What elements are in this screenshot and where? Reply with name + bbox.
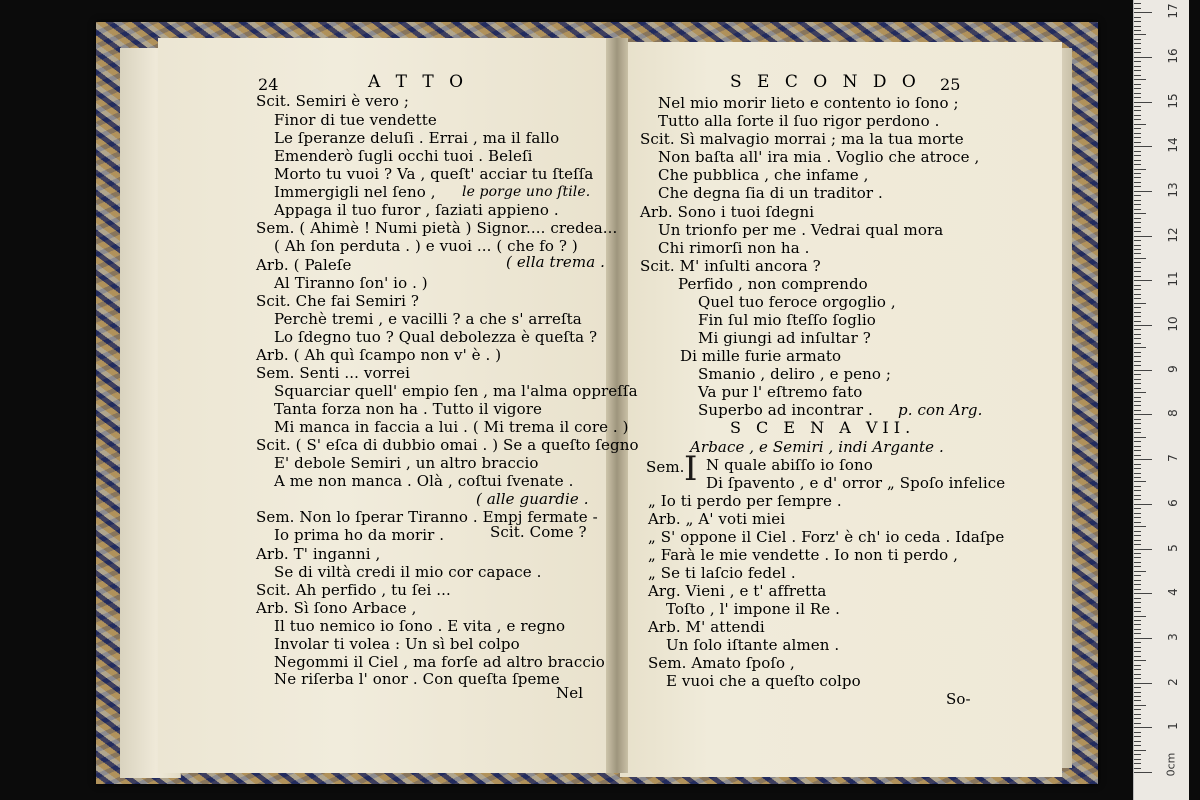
ruler-tick [1134, 683, 1152, 684]
ruler-tick [1134, 128, 1141, 129]
ruler-tick [1134, 186, 1141, 187]
ruler-tick [1134, 727, 1152, 728]
ruler-tick [1134, 651, 1141, 652]
text-line: Di ſpavento , e d' orror „ Spoſo infelice [706, 474, 1006, 492]
ruler-tick [1134, 495, 1141, 496]
ruler-tick [1134, 450, 1141, 451]
text-line: Non baſta all' ira mia . Voglio che atroce , [658, 148, 980, 166]
ruler-tick [1134, 298, 1141, 299]
ruler-tick [1134, 687, 1141, 688]
speaker-label: Sem. [646, 458, 685, 476]
ruler-tick [1134, 616, 1146, 617]
text-line: Negommi il Ciel , ma forſe ad altro braccio [274, 653, 605, 671]
ruler-tick [1134, 374, 1141, 375]
ruler-tick [1134, 227, 1141, 228]
ruler-tick [1134, 571, 1146, 572]
ruler-tick [1134, 589, 1141, 590]
ruler-tick [1134, 75, 1141, 76]
stage-direction: ( alle guardie . [476, 490, 589, 508]
ruler-tick [1134, 754, 1141, 755]
text-line: N quale abiſſo io ſono [706, 456, 873, 474]
ruler-tick [1134, 329, 1141, 330]
ruler-tick [1134, 401, 1141, 402]
ruler-tick [1134, 249, 1141, 250]
ruler-tick [1134, 289, 1141, 290]
text-line: Di mille furie armato [680, 347, 842, 365]
ruler-tick [1134, 428, 1141, 429]
ruler-tick [1134, 660, 1146, 661]
ruler-tick [1134, 665, 1141, 666]
ruler-tick [1134, 218, 1141, 219]
ruler-tick [1134, 52, 1141, 53]
ruler-tick [1134, 718, 1141, 719]
ruler-tick [1134, 566, 1141, 567]
running-head-right: S E C O N D O [730, 72, 921, 92]
ruler-tick [1134, 397, 1141, 398]
ruler-tick [1134, 169, 1146, 170]
ruler-tick [1134, 17, 1141, 18]
ruler-number: 11 [1166, 271, 1180, 287]
ruler-tick [1134, 562, 1141, 563]
ruler-tick [1134, 84, 1141, 85]
text-line: Al Tiranno ſon' io . ) [274, 274, 428, 292]
running-head-left: A T T O [368, 72, 469, 92]
text-line: Scit. Come ? [490, 523, 587, 541]
ruler-number: 4 [1166, 588, 1180, 597]
ruler-tick [1134, 262, 1141, 263]
text-line: Involar ti volea : Un sì bel colpo [274, 635, 520, 653]
ruler-number: 5 [1166, 543, 1180, 552]
ruler-tick [1134, 750, 1146, 751]
ruler-tick [1134, 119, 1141, 120]
ruler-tick [1134, 477, 1141, 478]
text-line: Le ſperanze deluſi . Errai , ma il fallo [274, 129, 560, 147]
text-line: Morto tu vuoi ? Va , queſt' acciar tu ſteſſa [274, 165, 594, 183]
ruler-number: 14 [1166, 137, 1180, 153]
ruler-tick [1134, 97, 1141, 98]
text-line: ( Ah ſon perduta . ) e vuoi ... ( che fo ? ) [274, 237, 578, 255]
text-line: Scit. Semiri è vero ; [256, 92, 410, 110]
text-line: Tanta forza non ha . Tutto il vigore [274, 400, 543, 418]
text-line: Che pubblica , che infame , [658, 166, 869, 184]
catchword-right: So- [946, 690, 971, 708]
text-line: Tutto alla ſorte il ſuo rigor perdono . [658, 112, 940, 130]
ruler-tick [1134, 370, 1152, 371]
ruler-tick [1134, 191, 1152, 192]
ruler-tick [1134, 468, 1141, 469]
text-line: E vuoi che a queſto colpo [666, 672, 861, 690]
ruler-tick [1134, 432, 1141, 433]
ruler-number: 13 [1166, 182, 1180, 198]
ruler-tick [1134, 70, 1141, 71]
text-line: Scit. M' inſulti ancora ? [640, 257, 821, 275]
ruler-tick [1134, 316, 1141, 317]
ruler-tick [1134, 204, 1141, 205]
text-line: Lo ſdegno tuo ? Qual debolezza è queſta ? [274, 328, 598, 346]
ruler-tick [1134, 26, 1141, 27]
ruler-number: 9 [1166, 364, 1180, 373]
ruler-tick [1134, 526, 1146, 527]
ruler-tick [1134, 598, 1141, 599]
text-line: Toſto , l' impone il Re . [666, 600, 841, 618]
ruler-tick [1134, 745, 1141, 746]
text-line: Va pur l' eſtremo fato [698, 383, 863, 401]
ruler-tick [1134, 258, 1146, 259]
ruler-number: 6 [1166, 498, 1180, 507]
ruler-tick [1134, 182, 1141, 183]
ruler-tick [1134, 522, 1141, 523]
ruler-tick [1134, 39, 1141, 40]
ruler-tick [1134, 209, 1141, 210]
text-line: Immergigli nel ſeno , [274, 183, 436, 201]
text-line: Arb. M' attendi [648, 618, 765, 636]
ruler-tick [1134, 3, 1141, 4]
ruler-tick [1134, 43, 1141, 44]
scene-characters: Arbace , e Semiri , indi Argante . [690, 438, 944, 456]
text-line: A me non manca . Olà , coſtui ſvenate . [274, 472, 574, 490]
ruler-tick [1134, 607, 1141, 608]
ruler-tick [1134, 34, 1146, 35]
text-line: Ne riſerba l' onor . Con queſta ſpeme [274, 670, 560, 688]
ruler-tick [1134, 736, 1141, 737]
ruler-tick [1134, 280, 1152, 281]
ruler-tick [1134, 236, 1152, 237]
ruler-tick [1134, 624, 1141, 625]
text-line: Io prima ho da morir . [274, 526, 445, 544]
text-line: Se di viltà credi il mio cor capace . [274, 563, 542, 581]
text-line: „ Farà le mie vendette . Io non ti perdo , [648, 546, 959, 564]
ruler-tick [1134, 240, 1141, 241]
text-line: Sem. Amato ſpoſo , [648, 654, 795, 672]
ruler-tick [1134, 307, 1141, 308]
ruler-number: 15 [1166, 92, 1180, 109]
text-line: „ Se ti laſcio fedel . [648, 564, 796, 582]
text-line: Quel tuo feroce orgoglio , [698, 293, 896, 311]
ruler-tick [1134, 222, 1141, 223]
ruler-tick [1134, 57, 1152, 58]
text-line: Mi giungi ad inſultar ? [698, 329, 871, 347]
text-line: Scit. Che fai Semiri ? [256, 292, 420, 310]
ruler-tick [1134, 361, 1141, 362]
ruler-tick [1134, 575, 1141, 576]
ruler-tick [1134, 102, 1152, 103]
ruler-tick [1134, 177, 1141, 178]
text-line: „ S' oppone il Ciel . Forz' è ch' io ceda . Idaſpe [648, 528, 1005, 546]
drop-cap: I [684, 449, 698, 489]
text-line: Un trionfo per me . Vedrai qual mora [658, 221, 944, 239]
ruler-tick [1134, 388, 1141, 389]
ruler-tick [1134, 633, 1141, 634]
ruler-tick [1134, 30, 1141, 31]
ruler-tick [1134, 535, 1141, 536]
ruler-tick [1134, 137, 1141, 138]
ruler-tick [1134, 490, 1141, 491]
ruler-tick [1134, 146, 1152, 147]
page-number-left: 24 [258, 75, 279, 94]
ruler-tick [1134, 8, 1141, 9]
ruler-tick [1134, 705, 1146, 706]
text-line: Perfido , non comprendo [678, 275, 868, 293]
ruler-tick [1134, 338, 1141, 339]
ruler-tick [1134, 79, 1146, 80]
ruler-tick [1134, 155, 1141, 156]
text-line: Chi rimorſi non ha . [658, 239, 810, 257]
ruler-tick [1134, 294, 1141, 295]
text-line: Arb. Sono i tuoi ſdegni [640, 203, 815, 221]
text-line: Arb. T' inganni , [256, 545, 381, 563]
text-line: Il tuo nemico io ſono . E vita , e regno [274, 617, 566, 635]
ruler-tick [1134, 334, 1141, 335]
text-line: Squarciar quell' empio ſen , ma l'alma oppreſſa [274, 382, 638, 400]
stage-direction: p. con Arg. [898, 401, 983, 419]
stage-direction: ( ella trema . [506, 253, 605, 271]
text-line: Appaga il tuo furor , ſaziati appieno . [274, 201, 559, 219]
ruler-tick [1134, 66, 1141, 67]
ruler-tick [1134, 696, 1141, 697]
ruler-tick [1134, 620, 1141, 621]
ruler-tick [1134, 347, 1146, 348]
ruler-tick [1134, 173, 1141, 174]
measurement-ruler [1133, 0, 1189, 800]
ruler-tick [1134, 772, 1152, 773]
ruler-tick [1134, 12, 1152, 13]
ruler-tick [1134, 271, 1141, 272]
ruler-tick [1134, 321, 1141, 322]
ruler-tick [1134, 517, 1141, 518]
ruler-tick [1134, 414, 1152, 415]
ruler-tick [1134, 106, 1141, 107]
ruler-tick [1134, 93, 1141, 94]
ruler-tick [1134, 709, 1141, 710]
ruler-tick [1134, 423, 1141, 424]
ruler-tick [1134, 459, 1152, 460]
ruler-tick [1134, 669, 1141, 670]
text-line: Scit. Sì malvagio morrai ; ma la tua morte [640, 130, 964, 148]
ruler-tick [1134, 455, 1141, 456]
ruler-tick [1134, 213, 1146, 214]
ruler-tick [1134, 714, 1141, 715]
ruler-number: 8 [1166, 409, 1180, 418]
ruler-tick [1134, 115, 1141, 116]
ruler-tick [1134, 486, 1141, 487]
ruler-tick [1134, 629, 1141, 630]
ruler-tick [1134, 656, 1141, 657]
ruler-number: 10 [1166, 316, 1180, 332]
ruler-number: 17 [1166, 3, 1180, 19]
text-line: Emenderò ſugli occhi tuoi . Beleſi [274, 147, 533, 165]
page-number-right: 25 [940, 75, 961, 94]
ruler-tick [1134, 325, 1152, 326]
ruler-tick [1134, 692, 1141, 693]
ruler-tick [1134, 410, 1141, 411]
ruler-tick [1134, 352, 1141, 353]
ruler-tick [1134, 142, 1141, 143]
ruler-tick [1134, 544, 1141, 545]
ruler-tick [1134, 61, 1141, 62]
ruler-tick [1134, 678, 1141, 679]
ruler-number: 2 [1166, 677, 1180, 686]
ruler-tick [1134, 508, 1141, 509]
ruler-tick [1134, 549, 1152, 550]
ruler-tick [1134, 553, 1141, 554]
ruler-tick [1134, 383, 1141, 384]
text-line: Arg. Vieni , e t' affretta [648, 582, 827, 600]
ruler-tick [1134, 700, 1141, 701]
ruler-tick [1134, 763, 1141, 764]
ruler-tick [1134, 441, 1141, 442]
text-line: Arb. Sì ſono Arbace , [256, 599, 417, 617]
text-line: Finor di tue vendette [274, 111, 437, 129]
text-line: E' debole Semiri , un altro braccio [274, 454, 539, 472]
ruler-tick [1134, 200, 1141, 201]
ruler-tick [1134, 133, 1141, 134]
ruler-tick [1134, 437, 1146, 438]
ruler-tick [1134, 464, 1141, 465]
text-line: Arb. ( Paleſe [256, 256, 352, 274]
ruler-tick [1134, 446, 1141, 447]
ruler-tick [1134, 124, 1146, 125]
ruler-tick [1134, 741, 1141, 742]
ruler-tick [1134, 312, 1141, 313]
ruler-tick [1134, 593, 1152, 594]
text-line: Sem. Non lo ſperar Tiranno . Empj fermate - [256, 508, 598, 526]
ruler-tick [1134, 356, 1141, 357]
text-line: Mi manca in faccia a lui . ( Mi trema il core . ) [274, 418, 629, 436]
text-line: Scit. ( S' eſca di dubbio omai . ) Se a queſto ſegno [256, 436, 639, 454]
ruler-tick [1134, 151, 1141, 152]
ruler-number: 3 [1166, 633, 1180, 641]
ruler-tick [1134, 160, 1141, 161]
ruler-tick [1134, 499, 1141, 500]
ruler-tick [1134, 392, 1146, 393]
ruler-tick [1134, 504, 1152, 505]
text-line: Arb. „ A' voti miei [648, 510, 786, 528]
ruler-tick [1134, 267, 1141, 268]
ruler-unit-label: 0cm [1164, 752, 1178, 777]
text-line: Un ſolo iſtante almen . [666, 636, 840, 654]
ruler-tick [1134, 732, 1141, 733]
ruler-tick [1134, 405, 1141, 406]
text-line: Che degna ſia di un traditor . [658, 184, 883, 202]
text-line: Arb. ( Ah quì ſcampo non v' è . ) [256, 346, 502, 364]
text-line: Fin ſul mio ſteſſo ſoglio [698, 311, 876, 329]
ruler-tick [1134, 611, 1141, 612]
ruler-tick [1134, 759, 1141, 760]
stage-direction: le porge uno ſtile. [462, 184, 591, 200]
text-line: Scit. Ah perfido , tu ſei ... [256, 581, 451, 599]
ruler-number: 1 [1166, 722, 1180, 731]
ruler-tick [1134, 540, 1141, 541]
ruler-tick [1134, 110, 1141, 111]
ruler-tick [1134, 21, 1141, 22]
ruler-tick [1134, 557, 1141, 558]
text-line: Smanio , deliro , e peno ; [698, 365, 892, 383]
catchword-left: Nel [556, 684, 584, 702]
ruler-tick [1134, 674, 1141, 675]
ruler-tick [1134, 285, 1141, 286]
ruler-tick [1134, 195, 1141, 196]
ruler-tick [1134, 419, 1141, 420]
ruler-tick [1134, 768, 1141, 769]
ruler-tick [1134, 231, 1141, 232]
ruler-tick [1134, 647, 1141, 648]
ruler-tick [1134, 580, 1141, 581]
ruler-tick [1134, 48, 1141, 49]
scene-heading: S C E N A VII. [730, 418, 916, 437]
text-line: Perchè tremi , e vacilli ? a che s' arreſta [274, 310, 582, 328]
ruler-tick [1134, 343, 1141, 344]
ruler-tick [1134, 473, 1141, 474]
text-line: Superbo ad incontrar . [698, 401, 873, 419]
ruler-tick [1134, 513, 1141, 514]
book-gutter [606, 38, 628, 773]
ruler-tick [1134, 602, 1141, 603]
ruler-tick [1134, 531, 1141, 532]
ruler-tick [1134, 164, 1141, 165]
text-line: Nel mio morir lieto e contento io ſono ; [658, 94, 959, 112]
ruler-tick [1134, 88, 1141, 89]
ruler-tick [1134, 379, 1141, 380]
ruler-tick [1134, 276, 1141, 277]
ruler-tick [1134, 253, 1141, 254]
text-line: Sem. ( Ahimè ! Numi pietà ) Signor.... credea... [256, 219, 618, 237]
ruler-tick [1134, 365, 1141, 366]
ruler-tick [1134, 245, 1141, 246]
ruler-number: 7 [1166, 454, 1180, 462]
ruler-number: 12 [1166, 226, 1180, 243]
text-line: Sem. Senti ... vorrei [256, 364, 411, 382]
ruler-tick [1134, 723, 1141, 724]
ruler-tick [1134, 303, 1146, 304]
ruler-tick [1134, 642, 1141, 643]
ruler-tick [1134, 638, 1152, 639]
ruler-tick [1134, 481, 1146, 482]
ruler-tick [1134, 584, 1141, 585]
ruler-number: 16 [1166, 48, 1180, 64]
text-line: „ Io ti perdo per ſempre . [648, 492, 842, 510]
